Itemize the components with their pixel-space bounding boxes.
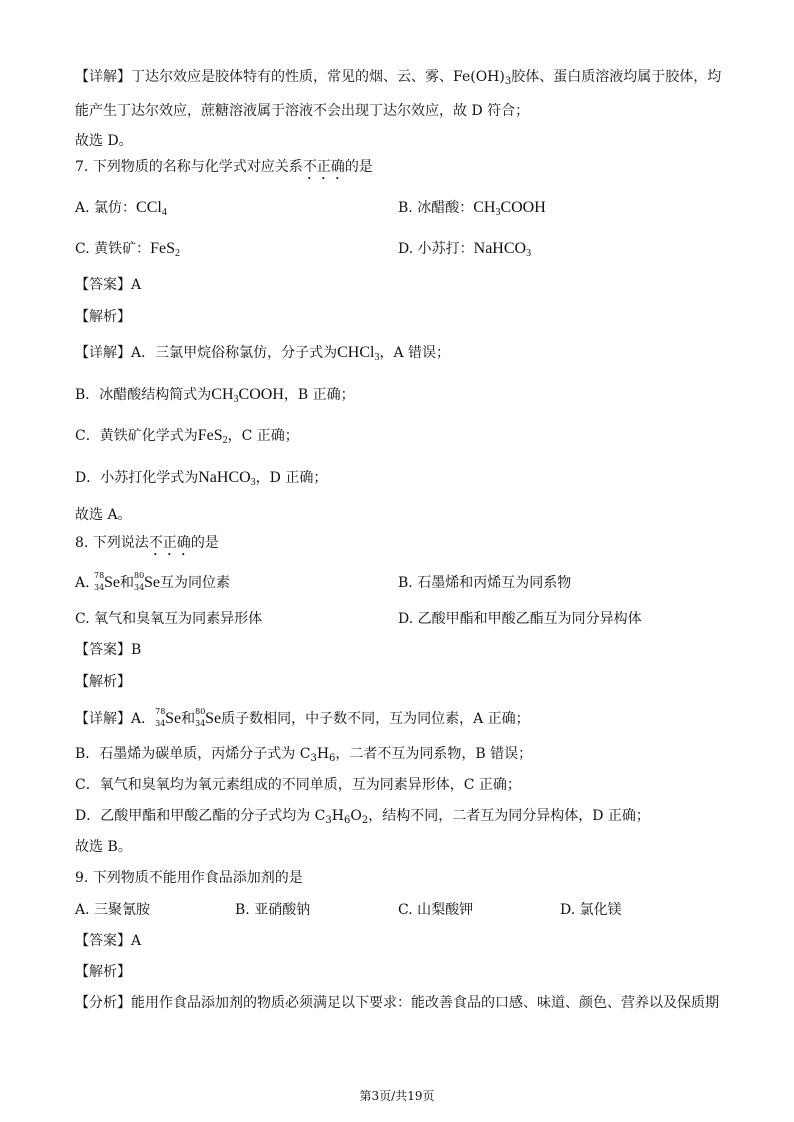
analysis-line: 【分析】能用作食品添加剂的物质必须满足以下要求：能改善食品的口感、味道、颜色、营养以及保质期 bbox=[75, 995, 719, 1011]
conclusion-line: 故选 D。 bbox=[75, 133, 133, 149]
answer-line: 【答案】B bbox=[75, 642, 142, 658]
question-9-option-a: A. 三聚氰胺 bbox=[75, 902, 151, 918]
analysis-tag: 【解析】 bbox=[75, 964, 131, 980]
question-9-option-b: B. 亚硝酸钠 bbox=[235, 902, 311, 918]
explanation-line: D．乙酸甲酯和甲酸乙酯的分子式均为 $C_3H_6O_2$，结构不同，二者互为同分异构体，D 正确； bbox=[75, 808, 650, 826]
chemical-formula: FeS$_2$ bbox=[150, 240, 181, 259]
conclusion-line: 故选 B。 bbox=[75, 839, 132, 855]
answer-tag: 【答案】 bbox=[75, 933, 131, 949]
explanation-line: B．石墨烯为碳单质，丙烯分子式为 $C_3H_6$，二者不互为同系物，B 错误； bbox=[75, 746, 533, 764]
answer-line: 【答案】A bbox=[75, 933, 142, 949]
explanation-line: B．冰醋酸结构简式为$CH_3COOH$，B 正确； bbox=[75, 386, 355, 405]
question-9-option-c: C. 山梨酸钾 bbox=[398, 902, 474, 918]
conclusion-line: 故选 A。 bbox=[75, 507, 132, 523]
question-8-option-c: C. 氧气和臭氧互为同素异形体 bbox=[75, 611, 263, 627]
explanation-line: C．氧气和臭氧均为氧元素组成的不同单质，互为同素异形体，C 正确； bbox=[75, 777, 521, 793]
emphasis-text: 不正确 bbox=[302, 159, 345, 175]
question-8-stem: 8. 下列说法不正确的是 bbox=[75, 535, 219, 551]
question-7-stem: 7. 下列物质的名称与化学式对应关系不正确的是 bbox=[75, 159, 373, 175]
question-7-option-c: C. 黄铁矿：FeS$_2$ bbox=[75, 240, 181, 259]
question-7-option-d: D. 小苏打：NaHCO$_3$ bbox=[398, 240, 532, 259]
isotope-notation: 80 34 bbox=[195, 707, 206, 728]
question-8-option-a: A. 78 34 Se和 80 34 Se互为同位素 bbox=[75, 571, 231, 592]
analysis-tag: 【解析】 bbox=[75, 309, 131, 325]
answer-tag: 【答案】 bbox=[75, 642, 131, 658]
page-number: 第3页/共19页 bbox=[359, 1089, 435, 1103]
question-7-option-b: B. 冰醋酸：$CH_3COOH$ bbox=[398, 199, 546, 218]
chemical-formula: NaHCO$_3$ bbox=[473, 240, 532, 259]
isotope-notation: 80 34 bbox=[134, 571, 145, 592]
question-7-option-a: A. 氯仿：CCl$_4$ bbox=[75, 199, 167, 218]
question-9-stem: 9. 下列物质不能用作食品添加剂的是 bbox=[75, 870, 303, 886]
isotope-notation: 78 34 bbox=[155, 707, 166, 728]
question-8-option-b: B. 石墨烯和丙烯互为同系物 bbox=[398, 575, 572, 591]
explanation-line: 【详解】A．三氯甲烷俗称氯仿，分子式为CHCl$_3$，A 错误； bbox=[75, 344, 451, 363]
answer-line: 【答案】A bbox=[75, 277, 142, 293]
isotope-notation: 78 34 bbox=[94, 571, 105, 592]
explanation-line: C．黄铁矿化学式为FeS$_2$，C 正确； bbox=[75, 427, 299, 446]
question-8-option-d: D. 乙酸甲酯和甲酸乙酯互为同分异构体 bbox=[398, 611, 642, 627]
explanation-line: 【详解】丁达尔效应是胶体特有的性质，常见的烟、云、雾、$Fe(OH)_3$胶体、蛋白质溶液均属于胶体，均 bbox=[75, 69, 722, 87]
section-tag: 【详解】 bbox=[75, 69, 131, 85]
explanation-line: 【详解】A． 78 34 Se和 80 34 Se质子数相同，中子数不同，互为同位素，A 正确； bbox=[75, 707, 530, 728]
explanation-line: 能产生丁达尔效应，蔗糖溶液属于溶液不会出现丁达尔效应，故 D 符合； bbox=[75, 103, 530, 119]
chemical-formula: $CH_3COOH$ bbox=[473, 199, 546, 218]
emphasis-text: 不正确 bbox=[148, 535, 191, 551]
analysis-tag: 【解析】 bbox=[75, 674, 131, 690]
answer-tag: 【答案】 bbox=[75, 277, 131, 293]
question-9-option-d: D. 氯化镁 bbox=[560, 902, 622, 918]
chemical-formula: CCl$_4$ bbox=[136, 199, 167, 218]
explanation-line: D．小苏打化学式为NaHCO$_3$，D 正确； bbox=[75, 469, 328, 488]
